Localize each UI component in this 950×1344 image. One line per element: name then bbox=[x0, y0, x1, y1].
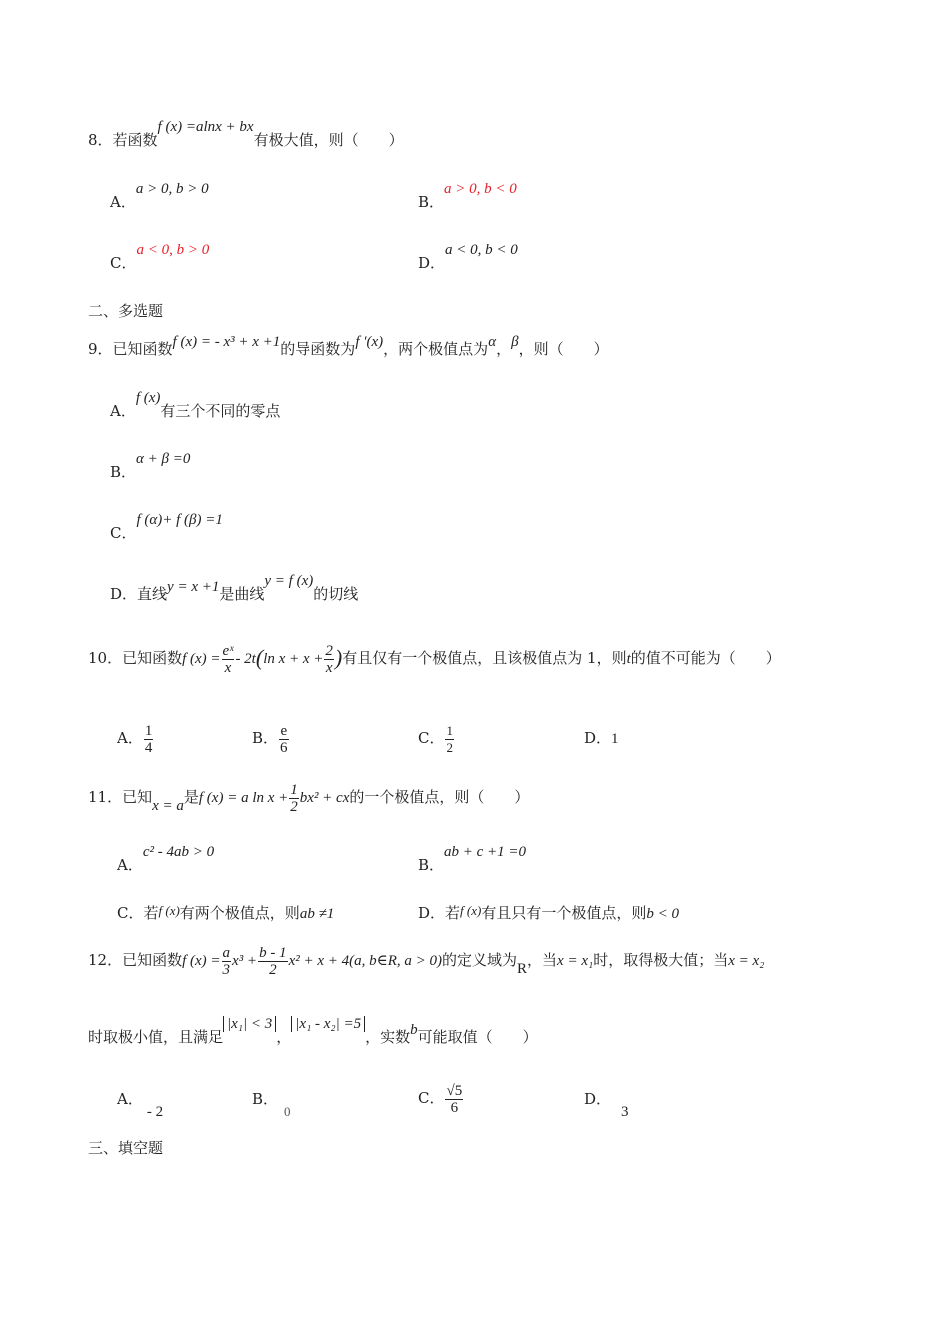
q10-option-b[interactable]: B． $\frac{e}{6}$ bbox=[252, 722, 288, 756]
q8-option-d[interactable]: D．a < 0, b < 0 bbox=[418, 242, 518, 272]
q12-option-b[interactable]: B．0 bbox=[252, 1090, 291, 1119]
section-multiple-choice: 二、多选题 bbox=[88, 302, 164, 320]
q10-option-d[interactable]: D．1 bbox=[584, 729, 619, 747]
q11-function: f (x) = a ln x + $\frac{1}{2}$ bx² + cx bbox=[198, 782, 350, 816]
q9-option-d[interactable]: D．直线y = x +1是曲线y = f (x)的切线 bbox=[110, 573, 359, 603]
q12-option-c[interactable]: C． $\frac{√5}{6}$ bbox=[418, 1082, 463, 1116]
q9-function: f (x) = - x³ + x +1 bbox=[172, 334, 281, 350]
q8-function: f (x) =alnx + bx bbox=[157, 119, 254, 135]
q9-option-b[interactable]: B．α + β =0 bbox=[110, 451, 191, 481]
q8-stem: 8．若函数f (x) =alnx + bx有极大值，则（ ） bbox=[88, 119, 404, 149]
q9-stem: 9．已知函数f (x) = - x³ + x +1的导函数为f ′(x)，两个极值点为α，β，则（ ） bbox=[88, 334, 609, 358]
q10-function: f (x) = $\frac{\text{eˣ}}{x}$ - 2t(ln x + x + $\frac{2}{x}$ ) bbox=[182, 643, 343, 677]
q10-stem: 10．已知函数f (x) = $\frac{\text{eˣ}}{x}$ - 2t(ln x + x + $\frac{2}{x}$ )有且仅有一个极值点，且该极值点为 1，则t的值不可能为（ ） bbox=[88, 643, 781, 677]
q12-stem-line2: 时取极小值，且满足|x₁| < 3，|x₁ - x₂| =5，实数b可能取值（ ） bbox=[88, 1016, 538, 1046]
section-fill-in-blank: 三、填空题 bbox=[88, 1139, 164, 1157]
q12-option-d[interactable]: D．3 bbox=[584, 1090, 629, 1120]
q8-option-c[interactable]: C．a < 0, b > 0 bbox=[110, 242, 210, 272]
q10-option-a[interactable]: A． $\frac{1}{4}$ bbox=[117, 722, 153, 756]
q9-option-a[interactable]: A．f (x)有三个不同的零点 bbox=[110, 390, 281, 420]
q8-option-a[interactable]: A．a > 0, b > 0 bbox=[110, 181, 209, 211]
q11-stem: 11．已知x = a是f (x) = a ln x + $\frac{1}{2}$ bx² + cx的一个极值点，则（ ） bbox=[88, 782, 530, 816]
q12-function: f (x) = $\frac{a}{3}$ x³ + $\frac{b - 1}{2}$ x² + x + 4(a, b∈R, a > 0) bbox=[182, 945, 442, 979]
q9-option-c[interactable]: C．f (α)+ f (β) =1 bbox=[110, 512, 223, 542]
q8-option-b[interactable]: B．a > 0, b < 0 bbox=[418, 181, 517, 211]
q12-stem-line1: 12．已知函数f (x) = $\frac{a}{3}$ x³ + $\frac{b - 1}{2}$ x² + x + 4(a, b∈R, a > 0)的定义域为R，当x = x₁时，取得极大值；当x = x₂ bbox=[88, 945, 765, 979]
q11-option-a[interactable]: A．c² - 4ab > 0 bbox=[117, 844, 215, 874]
q11-option-b[interactable]: B．ab + c +1 =0 bbox=[418, 844, 527, 874]
q10-option-c[interactable]: C． $\frac{1}{2}$ bbox=[418, 722, 453, 755]
q11-option-d[interactable]: D．若f (x)有且只有一个极值点，则b < 0 bbox=[418, 903, 679, 922]
q12-option-a[interactable]: A．- 2 bbox=[117, 1090, 164, 1120]
q11-option-c[interactable]: C．若f (x)有两个极值点，则ab ≠1 bbox=[117, 903, 335, 922]
